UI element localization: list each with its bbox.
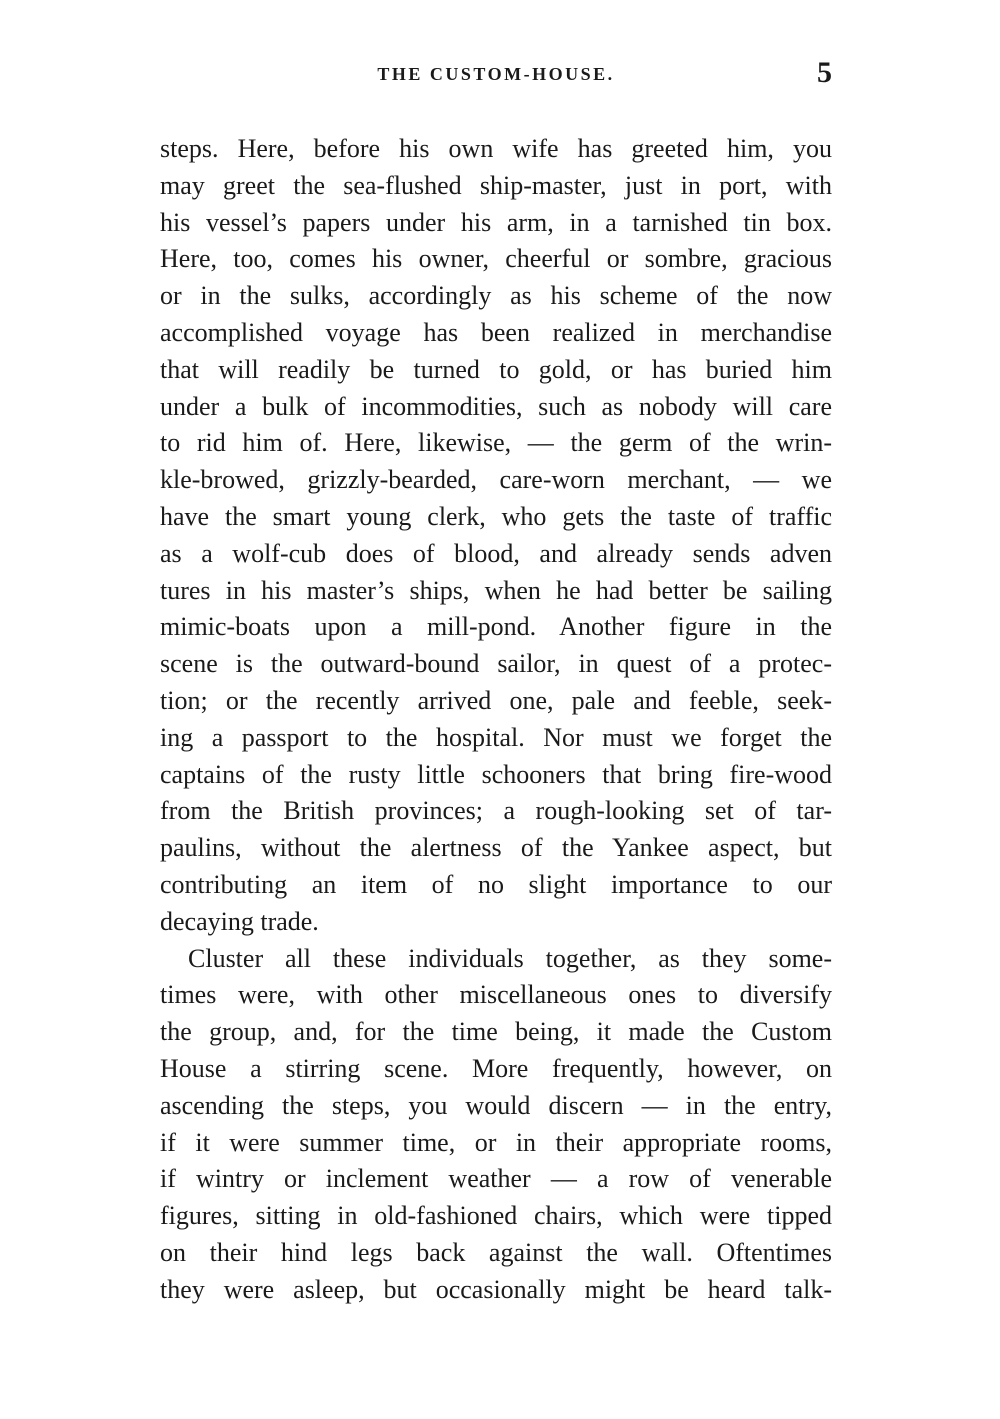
text-line: under a bulk of incommodities, such as nobody will care: [160, 391, 832, 421]
text-line: as a wolf-cub does of blood, and already sends adven: [160, 538, 832, 568]
text-line: accomplished voyage has been realized in merchandise: [160, 317, 832, 347]
text-line: decaying trade.: [160, 906, 319, 936]
text-line: kle-browed, grizzly-bearded, care-worn merchant, — we: [160, 465, 832, 495]
body-text: [160, 131, 832, 1309]
running-head: [160, 58, 832, 94]
text-line: ing a passport to the hospital. Nor must we forget the: [160, 722, 832, 752]
text-line: if it were summer time, or in their appropriate rooms,: [160, 1127, 832, 1157]
text-line: tion; or the recently arrived one, pale and feeble, seek-: [160, 685, 832, 715]
text-line: mimic-boats upon a mill-pond. Another figure in the: [160, 612, 832, 642]
text-line: have the smart young clerk, who gets the taste of traffic: [160, 501, 832, 531]
text-line: figures, sitting in old-fashioned chairs, which were tipped: [160, 1201, 832, 1231]
text-line: scene is the outward-bound sailor, in quest of a protec-: [160, 649, 832, 679]
text-line: from the British provinces; a rough-looking set of tar-: [160, 796, 832, 826]
text-line: to rid him of. Here, likewise, — the germ of the wrin-: [160, 428, 832, 458]
text-line: tures in his master’s ships, when he had better be sailing: [160, 575, 832, 605]
text-line: if wintry or inclement weather — a row of venerable: [160, 1164, 832, 1194]
text-line: Here, too, comes his owner, cheerful or sombre, gracious: [160, 244, 832, 274]
page-number: 5: [817, 56, 832, 89]
text-line: steps. Here, before his own wife has greeted him, you: [160, 134, 832, 163]
text-line: House a stirring scene. More frequently, however, on: [160, 1053, 832, 1083]
text-line: ascending the steps, you would discern — in the entry,: [160, 1090, 832, 1120]
text-line: on their hind legs back against the wall. Oftentimes: [160, 1237, 832, 1267]
text-line: may greet the sea-flushed ship-master, just in port, with: [160, 170, 832, 200]
text-line: the group, and, for the time being, it made the Custom: [160, 1017, 832, 1047]
text-line: paulins, without the alertness of the Yankee aspect, but: [160, 833, 832, 863]
text-line: his vessel’s papers under his arm, in a tarnished tin box.: [160, 207, 832, 237]
text-line: they were asleep, but occasionally might be heard talk-: [160, 1274, 832, 1304]
text-line: captains of the rusty little schooners that bring fire-wood: [160, 759, 832, 789]
running-title: THE CUSTOM-HOUSE.: [377, 64, 615, 84]
text-line: contributing an item of no slight importance to our: [160, 869, 832, 899]
text-line: or in the sulks, accordingly as his scheme of the now: [160, 281, 832, 311]
text-line: Cluster all these individuals together, as they some-: [188, 943, 832, 973]
text-line: times were, with other miscellaneous ones to diversify: [160, 980, 832, 1010]
text-line: that will readily be turned to gold, or has buried him: [160, 354, 832, 384]
